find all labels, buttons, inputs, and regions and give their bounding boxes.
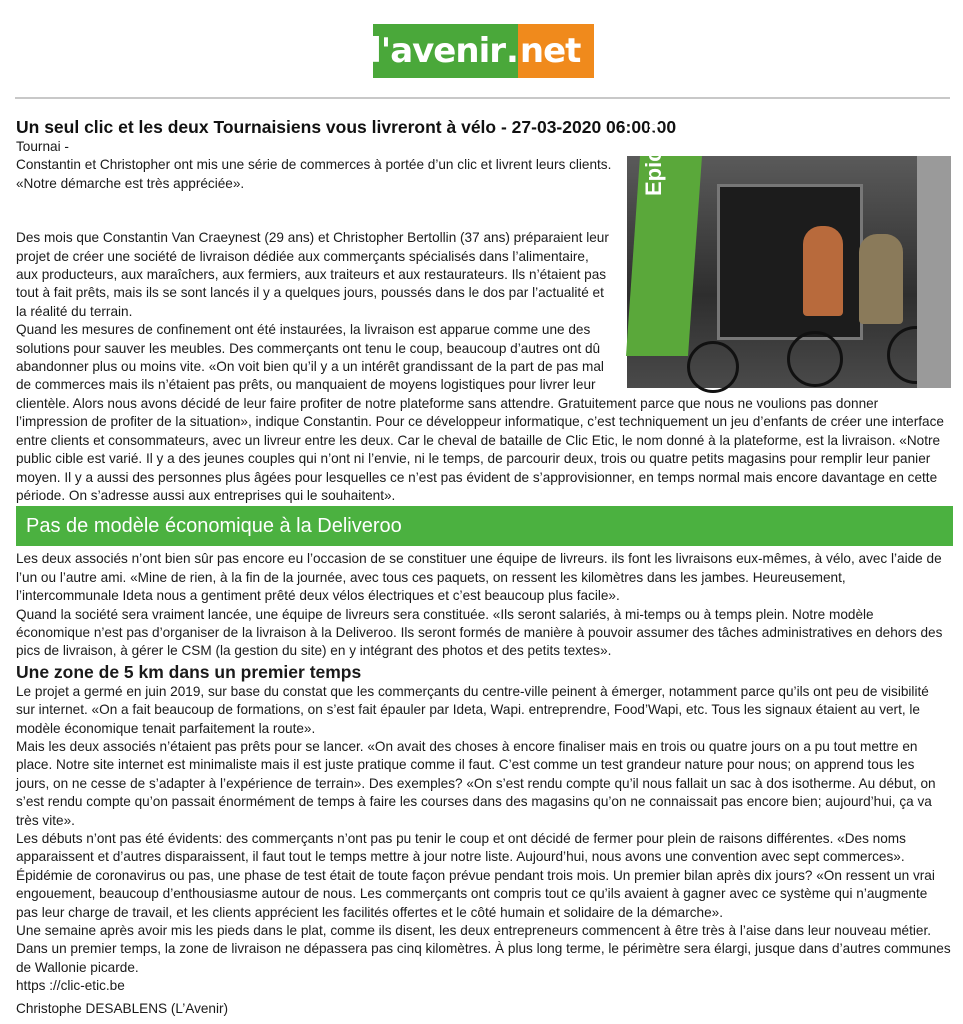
photo-sign-text: Epicerie	[641, 110, 666, 197]
lavenir-logo[interactable]	[370, 24, 594, 78]
header-divider	[15, 97, 950, 99]
article-paragraph: Quand les mesures de confinement ont été instaurées, la livraison est apparue comme une des solutions pour sauver les meubles. Des commerçants ont tenu le coup, beaucoup d’autres ont dû abandonner plus ou moins vite. «On voit bien qu’il y a un intérêt grandissant de la part de pas mal de commerces mais ils n’étaient pas prêts, ou manquaient de moyens logistiques pour livrer leur clientèle. Alors nous avons décidé de leur faire profiter de notre plateforme sans attendre. Gratuitement parce que nous ne voulions pas donner l’impression de profiter de la situation», indique Constantin. Pour ce développeur informatique, c’est techniquement un jeu d’enfants de créer une interface entre clients et consommateurs, avec un livreur entre les deux. Car le cheval de bataille de Clic Etic, le nom donné à la plateforme, est la livraison. «Notre public cible est varié. Il y a des jeunes couples qui n’ont ni l’envie, ni le temps, de parcourir deux, trois ou quatre petits magasins pour remplir leur panier moyen. Il y a aussi des personnes plus âgées pour lesquelles ce n’est pas évident de s’approvisionner, en temps normal mais encore davantage en cette période. On s’adresse aussi aux entreprises qui le souhaitent».	[16, 322, 944, 503]
logo-text-left: l'avenir	[373, 24, 506, 78]
article-paragraph: Quand la société sera vraiment lancée, une équipe de livreurs sera constituée. «Ils seront salariés, à mi-temps ou à temps plein. Notre modèle économique n’est pas d’organiser de la livraison à la Deliveroo. Ils seront formés de manière à pouvoir assumer des tâches administratives en dehors des pics de livraison, à gérer le CSM (la gestion du site) en y intégrant des photos et des petits textes».	[16, 606, 943, 659]
article-paragraph: Les débuts n’ont pas été évidents: des commerçants n’ont pas pu tenir le coup et ont décidé de fermer pour plein de raisons différentes. «Des noms apparaissent et d’autres disparaissent, il faut tout le temps mettre à jour notre liste. Aujourd’hui, nous avons une convention avec sept commerces».	[16, 831, 906, 865]
article-paragraph: Les deux associés n’ont bien sûr pas encore eu l’occasion de se constituer une équipe de livreurs. ils font les livraisons eux-mêmes, à vélo, avec l’aide de l’un ou l’autre ami. «Mine de rien, à la fin de la journée, avec tous ces paquets, on ressent les kilomètres dans les jambes. Heureusement, l’intercommunale Ideta nous a gentiment prêté deux vélos électriques et c’est beaucoup plus facile».	[16, 551, 942, 604]
article-paragraph: Des mois que Constantin Van Craeynest (29 ans) et Christopher Bertollin (37 ans) préparaient leur projet de créer une société de livraison dédiée aux commerçants spécialisés dans l’alimentaire, aux producteurs, aux maraîchers, aux fermiers, aux traiteurs et aux restaurateurs. Ils n’étaient pas tout à fait prêts, mais ils se sont lancés il y a quelques jours, poussés dans le dos par l’actualité et la réalité du terrain.	[16, 230, 609, 319]
photo-bike-wheel	[787, 331, 843, 387]
header	[0, 24, 963, 78]
logo-dot: .	[506, 24, 518, 78]
article-paragraph: Épidémie de coronavirus ou pas, une phase de test était de toute façon prévue pendant trois mois. Un premier bilan après dix jours? «On ressent un vrai engouement, beaucoup d’enthousiasme autour de nous. Les commerçants ont compris tout ce qu’ils avaient à gagner avec ce système qui n’augmente pas leur charge de travail, et les clients apprécient les facilités offertes et le côté humain et solidaire de la démarche».	[16, 867, 935, 920]
photo-building	[917, 156, 951, 388]
photo-person	[859, 234, 903, 324]
article-author: Christophe DESABLENS (L’Avenir)	[16, 1000, 229, 1016]
article-intro: Constantin et Christopher ont mis une série de commerces à portée d’un clic et livrent leurs clients. «Notre démarche est très appréciée».	[16, 157, 612, 191]
article-paragraph: Le projet a germé en juin 2019, sur base du constat que les commerçants du centre-ville peinent à émerger, notamment parce qu’ils ont peu de visibilité sur internet. «On a fait beaucoup de formations, on s’est fait épauler par Ideta, Wapi. entreprendre, Food’Wapi, etc. Tous les signaux étaient au vert, le modèle économique tenait parfaitement la route».	[16, 683, 929, 736]
section-subheading: Une zone de 5 km dans un premier temps	[16, 661, 362, 682]
article-link[interactable]: https ://clic-etic.be	[16, 978, 125, 994]
article-headline: Un seul clic et les deux Tournaisiens vous livreront à vélo - 27-03-2020 06:00:00	[16, 117, 677, 137]
article	[16, 110, 951, 1018]
article-paragraph: Mais les deux associés n’étaient pas prêts pour se lancer. «On avait des choses à encore finaliser mais en trois ou quatre jours on a pu tout mettre en place. Notre site internet est minimaliste mais il est juste pratique comme il faut. C’est comme un test grandeur nature pour nous; on apprend tous les jours, on ne cesse de s’adapter à l’expérience de terrain». Des exemples? «On s’est rendu compte qu’il nous fallait un sac à dos isotherme. Au début, on s’est rendu compte qu’on passait énormément de temps à faire les courses dans des magasins qu’on ne connaissait pas encore bien; aujourd’hui, ça va très vite».	[16, 738, 936, 828]
logo-text-right: net	[518, 24, 594, 78]
article-photo	[627, 110, 951, 388]
photo-person	[803, 226, 843, 316]
article-paragraph: Une semaine après avoir mis les pieds dans le plat, comme ils disent, les deux entrepreneurs commencent à être très à l’aise dans leur nouveau métier. Dans un premier temps, la zone de livraison ne dépassera pas cinq kilomètres. À plus long terme, le périmètre sera élargi, jusque dans d’autres communes de Wallonie picarde.	[16, 923, 951, 975]
article-location: Tournai -	[16, 139, 69, 154]
section-header: Pas de modèle économique à la Deliveroo	[16, 506, 953, 546]
